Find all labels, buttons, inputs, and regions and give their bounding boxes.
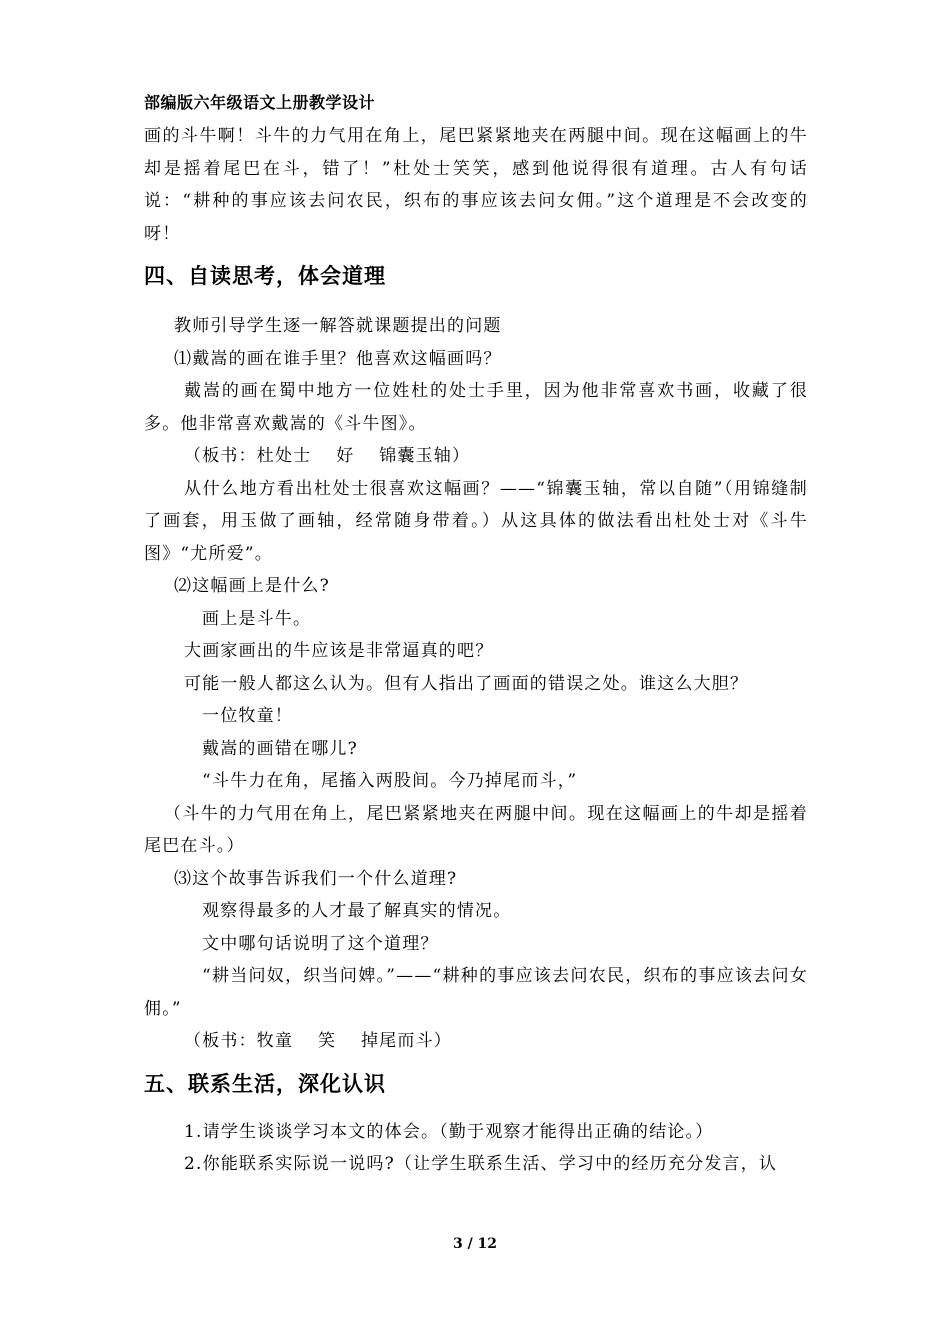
paragraph: 从什么地方看出杜处士很喜欢这幅画？——“锦囊玉轴，常以自随”（用锦缝制了画套，用玉做了画轴，经常随身带着。）从这具体的做法看出杜处士对《斗牛图》“尤所爱”。 xyxy=(144,478,808,564)
answer-paragraph: 戴嵩的画在蜀中地方一位姓杜的处士手里，因为他非常喜欢书画，收藏了很多。他非常喜欢戴嵩的《斗牛图》。 xyxy=(144,381,808,434)
quote-line: “斗牛力在角，尾搐入两股间。今乃掉尾而斗，” xyxy=(202,771,578,791)
paragraph: 教师引导学生逐一解答就课题提出的问题 xyxy=(174,316,502,336)
answer-line: 画上是斗牛。 xyxy=(202,608,312,629)
paragraph: 大画家画出的牛应该是非常逼真的吧？ xyxy=(184,641,494,661)
answer-line: 一位牧童！ xyxy=(202,706,293,726)
question-3: ⑶这个故事告诉我们一个什么道理? xyxy=(174,868,458,889)
question-1: ⑴戴嵩的画在谁手里？他喜欢这幅画吗？ xyxy=(174,348,502,369)
list-item: 1.请学生谈谈学习本文的体会。（勤于观察才能得出正确的结论。） xyxy=(184,1121,714,1142)
section-heading-5: 五、联系生活，深化认识 xyxy=(144,1071,386,1096)
board-note: （板书：牧童 笑 掉尾而斗） xyxy=(184,1031,453,1051)
page-header: 部编版六年级语文上册教学设计 xyxy=(144,93,376,112)
page-number: 3 / 12 xyxy=(452,1236,498,1252)
answer-line: 观察得最多的人才最了解真实的情况。 xyxy=(202,901,512,921)
question-2: ⑵这幅画上是什么? xyxy=(174,576,330,596)
paragraph-intro: 画的斗牛啊！斗牛的力气用在角上，尾巴紧紧地夹在两腿中间。现在这幅画上的牛却是摇着尾巴在斗，错了！”杜处士笑笑，感到他说得很有道理。古人有句话说：“耕种的事应该去问农民，织布的事应该去问女佣。”这个道理是不会改变的呀！ xyxy=(144,126,808,244)
quote-paragraph: “耕当问奴，织当问婢。”——“耕种的事应该去问农民，织布的事应该去问女佣。” xyxy=(144,966,808,1019)
answer-line: 文中哪句话说明了这个道理？ xyxy=(202,933,439,954)
board-note: （板书：杜处士 好 锦囊玉轴） xyxy=(184,446,471,466)
paragraph: 可能一般人都这么认为。但有人指出了画面的错误之处。谁这么大胆？ xyxy=(184,673,749,694)
paragraph: （斗牛的力气用在角上，尾巴紧紧地夹在两腿中间。现在这幅画上的牛却是摇着尾巴在斗。） xyxy=(144,803,808,856)
list-item: 2.你能联系实际说一说吗?（让学生联系生活、学习中的经历充分发言，认 xyxy=(184,1154,778,1174)
answer-line: 戴嵩的画错在哪儿? xyxy=(202,738,358,759)
section-heading-4: 四、自读思考，体会道理 xyxy=(144,264,386,288)
document-body xyxy=(144,120,808,1181)
